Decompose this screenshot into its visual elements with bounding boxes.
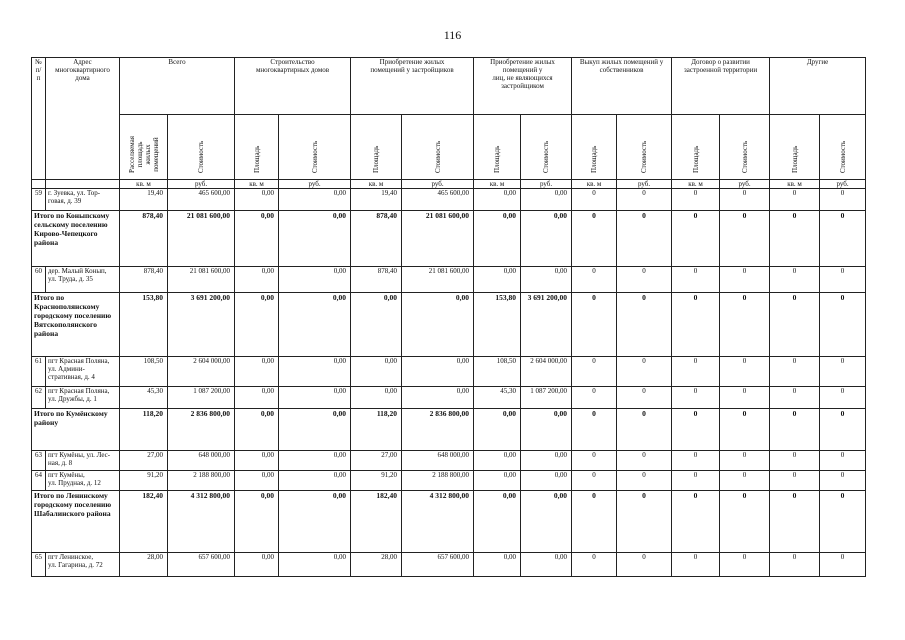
cell-area: 0,00 bbox=[351, 357, 402, 387]
cell-area: 0,00 bbox=[474, 553, 521, 577]
cell-cost: 2 604 000,00 bbox=[521, 357, 572, 387]
cell-area: 0 bbox=[572, 189, 617, 211]
table-body bbox=[32, 189, 866, 577]
cell-area: 118,20 bbox=[351, 409, 402, 451]
cell-cost: 21 081 600,00 bbox=[402, 267, 474, 293]
cell-cost: 0 bbox=[820, 471, 866, 491]
cell-area: 0 bbox=[672, 409, 720, 451]
resettlement-table bbox=[31, 57, 866, 577]
cell-cost: 0,00 bbox=[402, 357, 474, 387]
cell-cost: 0,00 bbox=[402, 293, 474, 357]
row-address: пгт Кумёны, ул. Прудная, д. 12 bbox=[46, 471, 120, 491]
subheader-cost: Стоимость bbox=[168, 115, 235, 180]
cell-area: 0 bbox=[672, 357, 720, 387]
unit-cost: руб. bbox=[720, 180, 770, 189]
header-group-from-developers: Приобретение жилых помещений у застройщиков bbox=[351, 58, 474, 115]
cell-cost: 0,00 bbox=[402, 387, 474, 409]
cell-area: 0,00 bbox=[474, 491, 521, 553]
cell-area: 153,80 bbox=[474, 293, 521, 357]
cell-area: 27,00 bbox=[120, 451, 168, 471]
subheader-cost: Стоимость bbox=[720, 115, 770, 180]
cell-area: 91,20 bbox=[120, 471, 168, 491]
cell-cost: 0,00 bbox=[279, 211, 351, 267]
cell-area: 0 bbox=[770, 387, 820, 409]
cell-cost: 0 bbox=[617, 491, 672, 553]
cell-cost: 0 bbox=[720, 211, 770, 267]
cell-area: 0,00 bbox=[474, 211, 521, 267]
cell-area: 0 bbox=[770, 409, 820, 451]
cell-cost: 0 bbox=[820, 357, 866, 387]
cell-area: 0 bbox=[672, 211, 720, 267]
cell-area: 0 bbox=[672, 293, 720, 357]
cell-cost: 0,00 bbox=[521, 267, 572, 293]
cell-area: 0 bbox=[770, 267, 820, 293]
cell-cost: 0,00 bbox=[521, 553, 572, 577]
unit-area: кв. м bbox=[672, 180, 720, 189]
cell-cost: 0 bbox=[820, 491, 866, 553]
cell-cost: 0 bbox=[820, 267, 866, 293]
cell-area: 45,30 bbox=[474, 387, 521, 409]
cell-area: 0 bbox=[672, 267, 720, 293]
cell-cost: 0,00 bbox=[521, 409, 572, 451]
row-number: 64 bbox=[32, 471, 46, 491]
cell-cost: 0 bbox=[820, 451, 866, 471]
cell-area: 0 bbox=[770, 189, 820, 211]
table-row bbox=[32, 267, 866, 293]
row-number: 62 bbox=[32, 387, 46, 409]
cell-area: 0 bbox=[572, 211, 617, 267]
units-row bbox=[32, 180, 866, 189]
subtotal-label: Итого по Кумёнскому району bbox=[32, 409, 120, 451]
cell-cost: 0 bbox=[720, 553, 770, 577]
cell-cost: 0,00 bbox=[279, 471, 351, 491]
subheader-area: Площадь bbox=[672, 115, 720, 180]
cell-cost: 4 312 800,00 bbox=[402, 491, 474, 553]
header-group-total: Всего bbox=[120, 58, 235, 115]
header-group-other: Другие bbox=[770, 58, 866, 115]
cell-area: 0 bbox=[770, 451, 820, 471]
cell-cost: 0 bbox=[617, 189, 672, 211]
cell-cost: 0 bbox=[720, 491, 770, 553]
subheader-area: Площадь bbox=[770, 115, 820, 180]
cell-area: 108,50 bbox=[474, 357, 521, 387]
cell-area: 118,20 bbox=[120, 409, 168, 451]
subtotal-label: Итого по Коныпскому сельскому поселению Кирово-Чепецкого района bbox=[32, 211, 120, 267]
cell-cost: 657 600,00 bbox=[402, 553, 474, 577]
cell-cost: 0 bbox=[820, 293, 866, 357]
subtotal-row bbox=[32, 293, 866, 357]
cell-cost: 0 bbox=[820, 189, 866, 211]
cell-area: 0,00 bbox=[235, 357, 279, 387]
cell-cost: 465 600,00 bbox=[168, 189, 235, 211]
cell-cost: 0 bbox=[617, 293, 672, 357]
cell-area: 0,00 bbox=[474, 471, 521, 491]
cell-cost: 0 bbox=[820, 553, 866, 577]
cell-cost: 0,00 bbox=[521, 451, 572, 471]
cell-cost: 648 000,00 bbox=[402, 451, 474, 471]
unit-area: кв. м bbox=[474, 180, 521, 189]
cell-cost: 0,00 bbox=[521, 189, 572, 211]
unit-cost: руб. bbox=[279, 180, 351, 189]
cell-area: 0,00 bbox=[351, 293, 402, 357]
cell-area: 0 bbox=[572, 267, 617, 293]
cell-cost: 0 bbox=[720, 189, 770, 211]
cell-cost: 0,00 bbox=[279, 553, 351, 577]
header-group-from-non-developers: Приобретение жилых помещений у лиц, не являющихся застройщиком bbox=[474, 58, 572, 115]
subheader-cost: Стоимость bbox=[279, 115, 351, 180]
cell-area: 0 bbox=[572, 387, 617, 409]
cell-cost: 0 bbox=[617, 471, 672, 491]
cell-cost: 4 312 800,00 bbox=[168, 491, 235, 553]
cell-area: 0 bbox=[572, 471, 617, 491]
header-group-construction: Строительство многоквартирных домов bbox=[235, 58, 351, 115]
subheader-cost: Стоимость bbox=[820, 115, 866, 180]
cell-area: 0,00 bbox=[235, 471, 279, 491]
subtotal-row bbox=[32, 491, 866, 553]
cell-area: 878,40 bbox=[120, 211, 168, 267]
cell-area: 0 bbox=[770, 471, 820, 491]
subtotal-label: Итого по Ленинскому городскому поселению Шабалинского района bbox=[32, 491, 120, 553]
cell-cost: 0 bbox=[720, 471, 770, 491]
cell-area: 0,00 bbox=[235, 267, 279, 293]
cell-area: 0 bbox=[770, 553, 820, 577]
cell-cost: 0 bbox=[720, 293, 770, 357]
unit-cost: руб. bbox=[521, 180, 572, 189]
unit-cost: руб. bbox=[820, 180, 866, 189]
cell-cost: 0,00 bbox=[279, 293, 351, 357]
cell-cost: 657 600,00 bbox=[168, 553, 235, 577]
cell-area: 182,40 bbox=[351, 491, 402, 553]
cell-cost: 0 bbox=[617, 451, 672, 471]
cell-cost: 2 188 800,00 bbox=[168, 471, 235, 491]
cell-area: 108,50 bbox=[120, 357, 168, 387]
cell-area: 0,00 bbox=[474, 189, 521, 211]
cell-cost: 0,00 bbox=[279, 267, 351, 293]
cell-area: 0,00 bbox=[474, 267, 521, 293]
cell-cost: 0 bbox=[617, 553, 672, 577]
unit-cost: руб. bbox=[617, 180, 672, 189]
unit-area: кв. м bbox=[572, 180, 617, 189]
cell-cost: 0 bbox=[820, 211, 866, 267]
cell-area: 0 bbox=[672, 553, 720, 577]
unit-area: кв. м bbox=[235, 180, 279, 189]
cell-cost: 0,00 bbox=[521, 471, 572, 491]
cell-area: 878,40 bbox=[351, 211, 402, 267]
cell-cost: 0 bbox=[617, 409, 672, 451]
cell-area: 0,00 bbox=[235, 491, 279, 553]
row-address: пгт Красная Поляна, ул. Админи- стративная, д. 4 bbox=[46, 357, 120, 387]
cell-cost: 3 691 200,00 bbox=[521, 293, 572, 357]
cell-cost: 0,00 bbox=[279, 357, 351, 387]
cell-area: 878,40 bbox=[351, 267, 402, 293]
row-number: 60 bbox=[32, 267, 46, 293]
table-row bbox=[32, 451, 866, 471]
cell-area: 0,00 bbox=[474, 451, 521, 471]
cell-area: 0,00 bbox=[351, 387, 402, 409]
cell-area: 0,00 bbox=[474, 409, 521, 451]
cell-area: 27,00 bbox=[351, 451, 402, 471]
header-number: № п/п bbox=[32, 58, 46, 180]
cell-area: 0 bbox=[672, 471, 720, 491]
cell-area: 28,00 bbox=[351, 553, 402, 577]
cell-cost: 1 087 200,00 bbox=[168, 387, 235, 409]
row-address: пгт Кумёны, ул. Лес- ная, д. 8 bbox=[46, 451, 120, 471]
cell-area: 0 bbox=[572, 409, 617, 451]
unit-cost: руб. bbox=[168, 180, 235, 189]
cell-area: 0 bbox=[770, 211, 820, 267]
header-group-buyout: Выкуп жилых помещений у собственников bbox=[572, 58, 672, 115]
cell-cost: 0 bbox=[720, 267, 770, 293]
cell-area: 878,40 bbox=[120, 267, 168, 293]
cell-area: 182,40 bbox=[120, 491, 168, 553]
cell-cost: 0 bbox=[617, 211, 672, 267]
cell-cost: 0 bbox=[617, 357, 672, 387]
cell-area: 0,00 bbox=[235, 211, 279, 267]
unit-cost: руб. bbox=[402, 180, 474, 189]
cell-cost: 0 bbox=[820, 409, 866, 451]
cell-cost: 0,00 bbox=[279, 491, 351, 553]
cell-cost: 0 bbox=[720, 451, 770, 471]
subtotal-row bbox=[32, 409, 866, 451]
cell-cost: 2 836 800,00 bbox=[402, 409, 474, 451]
cell-area: 153,80 bbox=[120, 293, 168, 357]
cell-area: 0,00 bbox=[235, 451, 279, 471]
row-address: г. Зуевка, ул. Тор- говая, д. 39 bbox=[46, 189, 120, 211]
subheader-area: Площадь bbox=[474, 115, 521, 180]
cell-cost: 0 bbox=[720, 409, 770, 451]
cell-cost: 21 081 600,00 bbox=[402, 211, 474, 267]
cell-area: 0 bbox=[770, 293, 820, 357]
cell-area: 0 bbox=[572, 553, 617, 577]
cell-area: 0,00 bbox=[235, 387, 279, 409]
cell-area: 19,40 bbox=[120, 189, 168, 211]
cell-cost: 0 bbox=[617, 267, 672, 293]
cell-cost: 0,00 bbox=[521, 491, 572, 553]
cell-area: 0,00 bbox=[235, 553, 279, 577]
table-row bbox=[32, 387, 866, 409]
table-row bbox=[32, 553, 866, 577]
cell-cost: 0,00 bbox=[279, 409, 351, 451]
cell-area: 0,00 bbox=[235, 293, 279, 357]
cell-cost: 0,00 bbox=[279, 189, 351, 211]
cell-cost: 465 600,00 bbox=[402, 189, 474, 211]
cell-cost: 21 081 600,00 bbox=[168, 211, 235, 267]
cell-cost: 0 bbox=[820, 387, 866, 409]
cell-area: 0 bbox=[770, 491, 820, 553]
cell-area: 0 bbox=[672, 387, 720, 409]
cell-area: 0 bbox=[672, 189, 720, 211]
cell-cost: 0 bbox=[617, 387, 672, 409]
subheader-cost: Стоимость bbox=[402, 115, 474, 180]
row-address: пгт Ленинское, ул. Гагарина, д. 72 bbox=[46, 553, 120, 577]
row-address: пгт Красная Поляна, ул. Дружбы, д. 1 bbox=[46, 387, 120, 409]
cell-cost: 0,00 bbox=[279, 387, 351, 409]
cell-area: 45,30 bbox=[120, 387, 168, 409]
cell-cost: 21 081 600,00 bbox=[168, 267, 235, 293]
cell-area: 0 bbox=[572, 491, 617, 553]
cell-cost: 0 bbox=[720, 357, 770, 387]
cell-cost: 2 836 800,00 bbox=[168, 409, 235, 451]
cell-cost: 0,00 bbox=[279, 451, 351, 471]
table-row bbox=[32, 357, 866, 387]
page-number: 116 bbox=[443, 28, 462, 42]
subheader-cost: Стоимость bbox=[617, 115, 672, 180]
cell-cost: 1 087 200,00 bbox=[521, 387, 572, 409]
cell-area: 28,00 bbox=[120, 553, 168, 577]
header-address: Адрес многоквартирного дома bbox=[46, 58, 120, 180]
subheader-area: Площадь bbox=[351, 115, 402, 180]
cell-cost: 3 691 200,00 bbox=[168, 293, 235, 357]
subheader-area: Площадь bbox=[572, 115, 617, 180]
cell-area: 0 bbox=[672, 451, 720, 471]
cell-area: 0,00 bbox=[235, 409, 279, 451]
cell-area: 0,00 bbox=[235, 189, 279, 211]
cell-area: 0 bbox=[572, 451, 617, 471]
row-number: 65 bbox=[32, 553, 46, 577]
table-row bbox=[32, 189, 866, 211]
table-row bbox=[32, 471, 866, 491]
cell-cost: 648 000,00 bbox=[168, 451, 235, 471]
unit-area: кв. м bbox=[351, 180, 402, 189]
cell-area: 19,40 bbox=[351, 189, 402, 211]
cell-area: 0 bbox=[572, 357, 617, 387]
cell-area: 0 bbox=[572, 293, 617, 357]
subheader-area: Площадь bbox=[235, 115, 279, 180]
cell-cost: 2 604 000,00 bbox=[168, 357, 235, 387]
cell-cost: 2 188 800,00 bbox=[402, 471, 474, 491]
cell-area: 91,20 bbox=[351, 471, 402, 491]
cell-area: 0 bbox=[770, 357, 820, 387]
subtotal-row bbox=[32, 211, 866, 267]
subtotal-label: Итого по Краснополянскому городскому поселению Вятскополянского района bbox=[32, 293, 120, 357]
subheader-cost: Стоимость bbox=[521, 115, 572, 180]
cell-cost: 0,00 bbox=[521, 211, 572, 267]
row-number: 59 bbox=[32, 189, 46, 211]
row-number: 63 bbox=[32, 451, 46, 471]
cell-area: 0 bbox=[672, 491, 720, 553]
subheader-resettled-area: Расселяемая площадь жилых помещений bbox=[120, 115, 168, 180]
row-address: дер. Малый Конып, ул. Труда, д. 35 bbox=[46, 267, 120, 293]
cell-cost: 0 bbox=[720, 387, 770, 409]
header-group-development-contract: Договор о развитии застроенной территории bbox=[672, 58, 770, 115]
unit-area: кв. м bbox=[120, 180, 168, 189]
unit-area: кв. м bbox=[770, 180, 820, 189]
row-number: 61 bbox=[32, 357, 46, 387]
